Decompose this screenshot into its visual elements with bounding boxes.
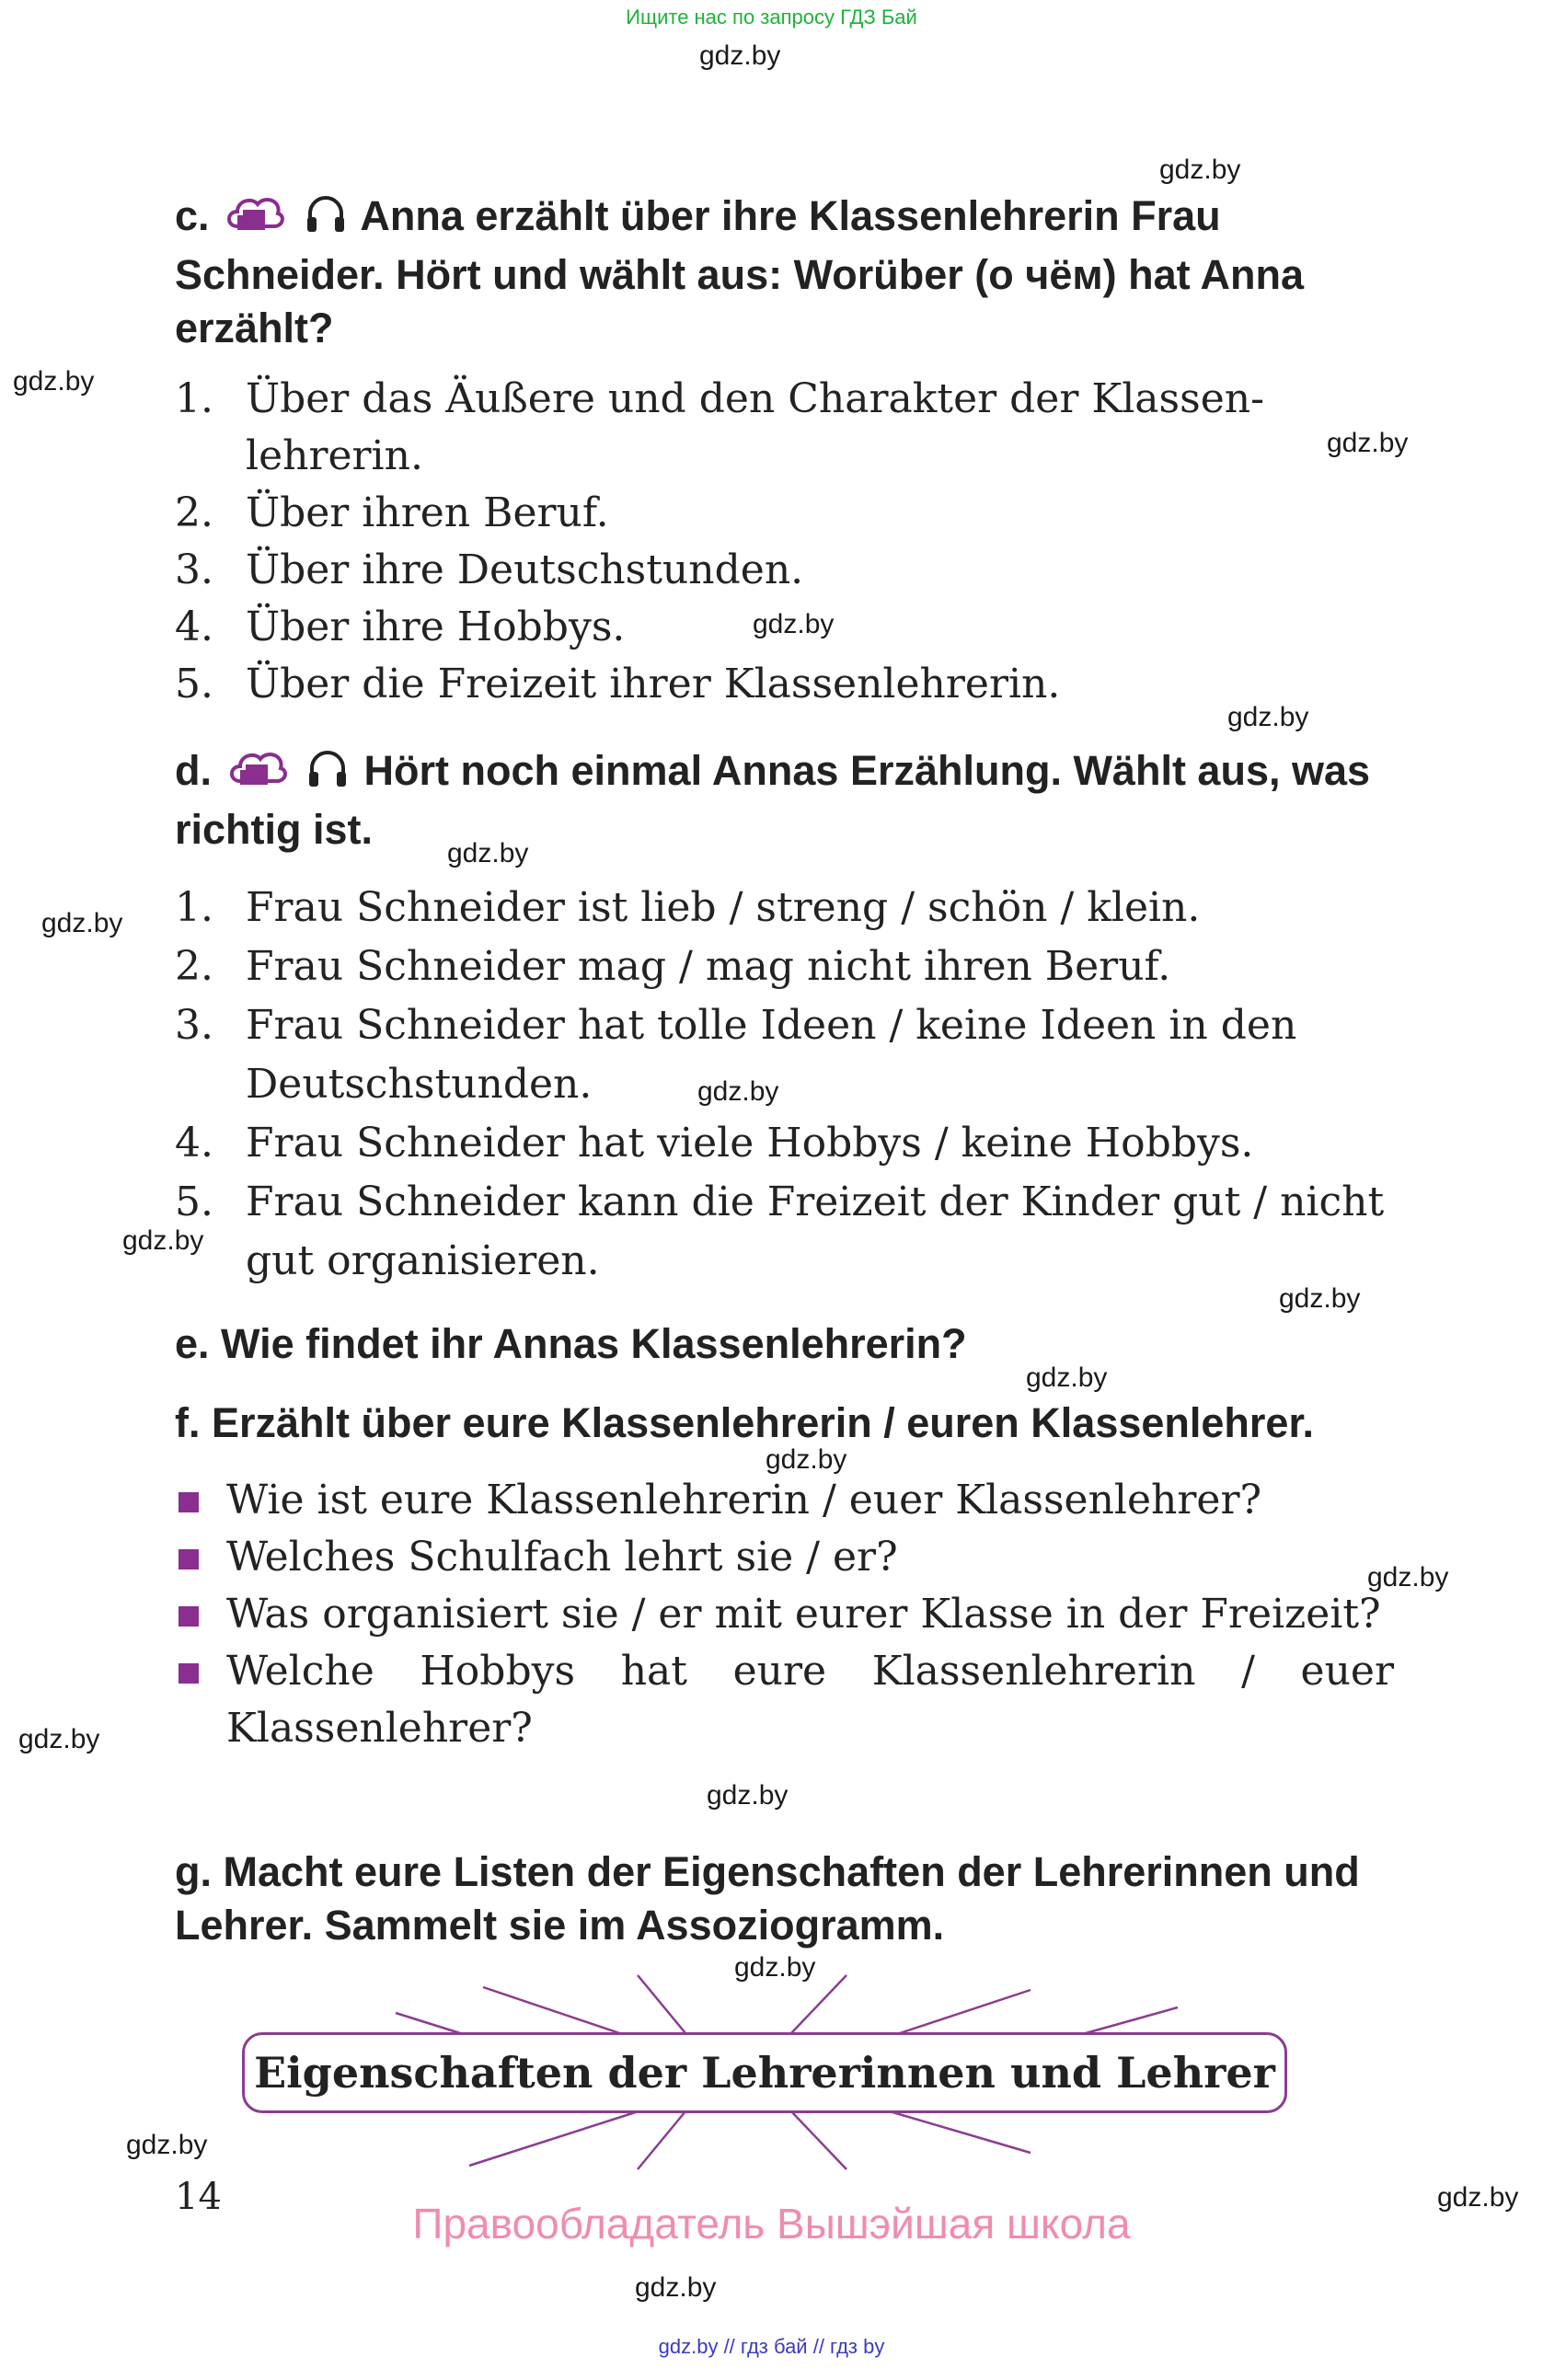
list-item: 4. Über ihre Hobbys. [175, 604, 626, 650]
bottom-links: gdz.by // гдз бай // гдз by [658, 2335, 885, 2358]
cd-icon [225, 193, 285, 248]
watermark: gdz.by [126, 2130, 208, 2160]
task-e: e. Wie findet ihr Annas Klassenlehrerin? [175, 1320, 967, 1367]
watermark: gdz.by [766, 1444, 847, 1475]
task-f-bullets [175, 1472, 1394, 1757]
task-c-list [175, 371, 1394, 713]
watermark: gdz.by [1367, 1562, 1449, 1592]
watermark: gdz.by [697, 1076, 779, 1107]
watermark: gdz.by [1159, 155, 1241, 185]
copyright-note: Правообладатель Вышэйшая школа [412, 2200, 1131, 2248]
watermark: gdz.by [707, 1780, 789, 1811]
list-item: Welches Schulfach lehrt sie / er? [175, 1529, 1394, 1586]
task-c-text-line1: Anna erzählt über ihre Klassenlehrerin Frau [360, 192, 1221, 239]
task-letter: c. [175, 192, 210, 239]
list-item: 4. Frau Schneider hat viele Hobbys / keine Hobbys. [175, 1120, 1254, 1167]
watermark: gdz.by [753, 609, 835, 639]
page-number: 14 [175, 2176, 222, 2218]
assoziogramm-label: Eigenschaften der Lehrerinnen und Lehrer [254, 2048, 1275, 2098]
watermark: gdz.by [1279, 1283, 1361, 1314]
list-item: 1. Frau Schneider ist lieb / streng / schön / klein. [175, 884, 1201, 931]
list-item: 2. Frau Schneider mag / mag nicht ihren Beruf. [175, 943, 1171, 990]
list-item: 1. Über das Äußere und den Charakter der Klassen-lehrerin. [175, 375, 1264, 479]
headphones-icon [305, 193, 347, 248]
task-d-text: Hört noch einmal Annas Erzählung. Wählt aus, was richtig ist. [175, 747, 1371, 853]
task-f: f. Erzählt über eure Klassenlehrerin / euren Klassenlehrer. [175, 1399, 1314, 1446]
watermark: gdz.by [447, 838, 529, 868]
header-site: gdz.by [699, 40, 781, 71]
list-item: 5. Über die Freizeit ihrer Klassenlehrerin. [175, 661, 1061, 707]
watermark: gdz.by [635, 2272, 717, 2303]
watermark: gdz.by [18, 1724, 100, 1754]
assoziogramm-center [242, 2032, 1287, 2113]
list-item: 3. Frau Schneider hat tolle Ideen / keine Ideen in den Deutschstunden. [175, 1002, 1297, 1108]
task-letter: d. [175, 747, 212, 794]
search-note: Ищите нас по запросу ГДЗ Бай [626, 6, 917, 29]
task-c-first-line [175, 190, 1394, 248]
list-item: 3. Über ihre Deutschstunden. [175, 546, 804, 593]
task-c [175, 190, 1394, 355]
watermark: gdz.by [1327, 428, 1409, 458]
task-d-list [175, 879, 1394, 1291]
bullet-square-icon [178, 1663, 199, 1684]
task-g: g. Macht eure Listen der Eigenschaften der Lehrerinnen und Lehrer. Sammelt sie im Assoziogramm. [175, 1848, 1360, 1949]
watermark: gdz.by [1437, 2182, 1519, 2213]
list-item: Was organisiert sie / er mit eurer Klasse in der Freizeit? [175, 1586, 1394, 1643]
bullet-square-icon [178, 1549, 199, 1569]
watermark: gdz.by [41, 908, 123, 938]
task-c-text-rest: Schneider. Hört und wählt aus: Worüber (о чём) hat Anna erzählt? [175, 251, 1304, 351]
task-d [175, 744, 1394, 857]
list-item: 2. Über ihren Beruf. [175, 489, 609, 536]
watermark: gdz.by [1227, 702, 1309, 732]
watermark: gdz.by [734, 1952, 816, 1983]
list-item: 5. Frau Schneider kann die Freizeit der Kinder gut / nicht gut organisieren. [175, 1179, 1385, 1284]
watermark: gdz.by [1026, 1362, 1108, 1393]
headphones-icon [306, 748, 349, 803]
list-item: Wie ist eure Klassenlehrerin / euer Klassenlehrer? [175, 1472, 1394, 1529]
bullet-square-icon [178, 1492, 199, 1512]
cd-icon [227, 748, 288, 803]
watermark: gdz.by [13, 366, 95, 397]
watermark: gdz.by [122, 1225, 204, 1256]
list-item: Welche Hobbys hat eure Klassenlehrerin / euer Klassenlehrer? [175, 1643, 1394, 1757]
bullet-square-icon [178, 1606, 199, 1627]
